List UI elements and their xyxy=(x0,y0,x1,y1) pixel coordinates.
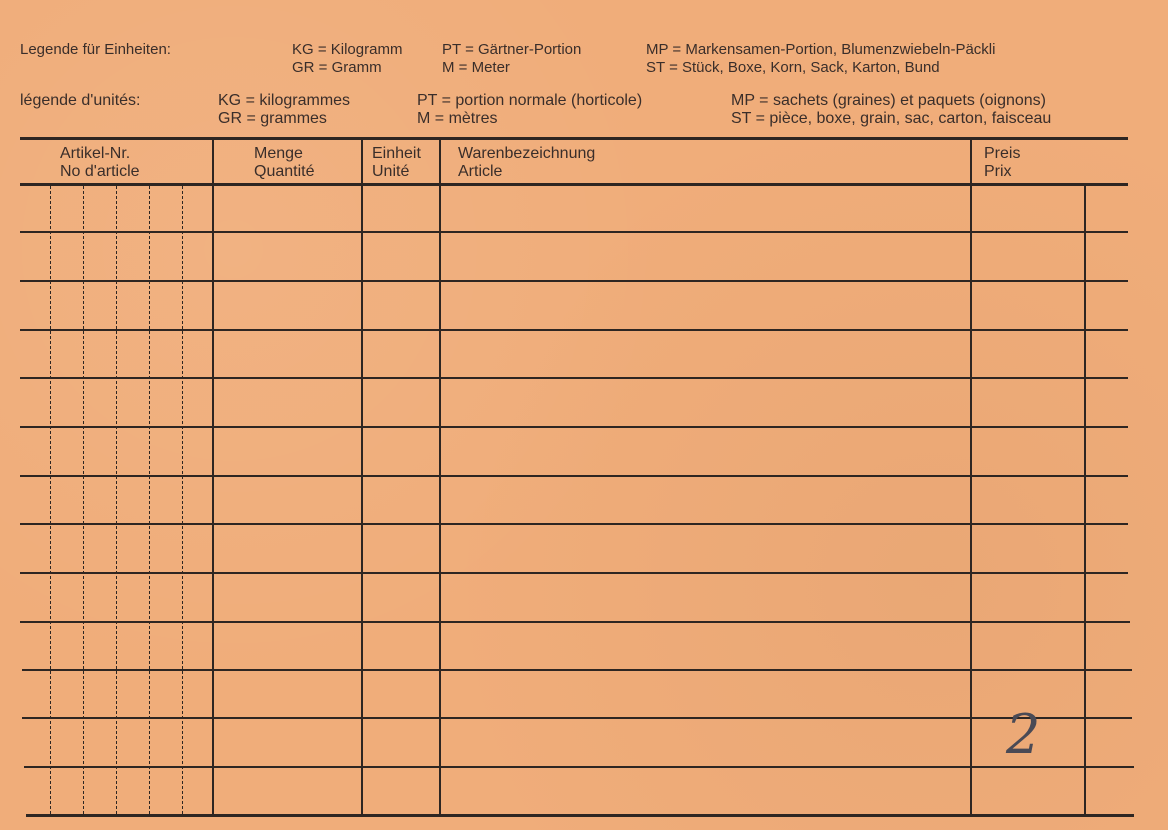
header-qty-fr: Quantité xyxy=(254,163,315,180)
header-price-de: Preis xyxy=(984,145,1021,162)
header-bottom-border xyxy=(20,183,1128,186)
legend-fr-gr: GR = grammes xyxy=(218,110,327,127)
table-row-line xyxy=(20,621,1130,623)
table-row-line xyxy=(22,717,1132,719)
legend-de-st: ST = Stück, Boxe, Korn, Sack, Karton, Bund xyxy=(646,59,940,76)
legend-de-m: M = Meter xyxy=(442,59,510,76)
table-row-line xyxy=(20,475,1128,477)
header-unit-fr: Unité xyxy=(372,163,410,180)
header-desc-fr: Article xyxy=(458,163,503,180)
table-row-line xyxy=(20,329,1128,331)
table-row-line xyxy=(20,426,1128,428)
header-qty-de: Menge xyxy=(254,145,303,162)
legend-de-title: Legende für Einheiten: xyxy=(20,41,171,58)
legend-de-kg: KG = Kilogramm xyxy=(292,41,403,58)
header-article-no-fr: No d'article xyxy=(60,163,140,180)
legend-de-gr: GR = Gramm xyxy=(292,59,382,76)
header-unit-de: Einheit xyxy=(372,145,421,162)
table-row-line xyxy=(24,766,1134,768)
table-row-line xyxy=(20,280,1128,282)
header-desc-de: Warenbezeichnung xyxy=(458,145,596,162)
table-bottom-border xyxy=(26,814,1134,817)
table-row-line xyxy=(20,572,1128,574)
header-price-fr: Prix xyxy=(984,163,1012,180)
table-row-line xyxy=(20,231,1128,233)
header-article-no-de: Artikel-Nr. xyxy=(60,145,131,162)
table-top-border xyxy=(20,137,1128,140)
legend-fr-title: légende d'unités: xyxy=(20,92,141,109)
table-row-line xyxy=(20,523,1128,525)
legend-de-mp: MP = Markensamen-Portion, Blumenzwiebeln-Päckli xyxy=(646,41,996,58)
handwritten-page-number: 2 xyxy=(1006,703,1041,766)
table-row-line xyxy=(22,669,1132,671)
legend-fr-kg: KG = kilogrammes xyxy=(218,92,351,109)
legend-fr-pt: PT = portion normale (horticole) xyxy=(417,92,643,109)
legend-fr-st: ST = pièce, boxe, grain, sac, carton, faisceau xyxy=(731,110,1052,127)
legend-fr-m: M = mètres xyxy=(417,110,498,127)
legend-fr-mp: MP = sachets (graines) et paquets (oignons) xyxy=(731,92,1046,109)
table-row-line xyxy=(20,377,1128,379)
legend-de-pt: PT = Gärtner-Portion xyxy=(442,41,582,58)
